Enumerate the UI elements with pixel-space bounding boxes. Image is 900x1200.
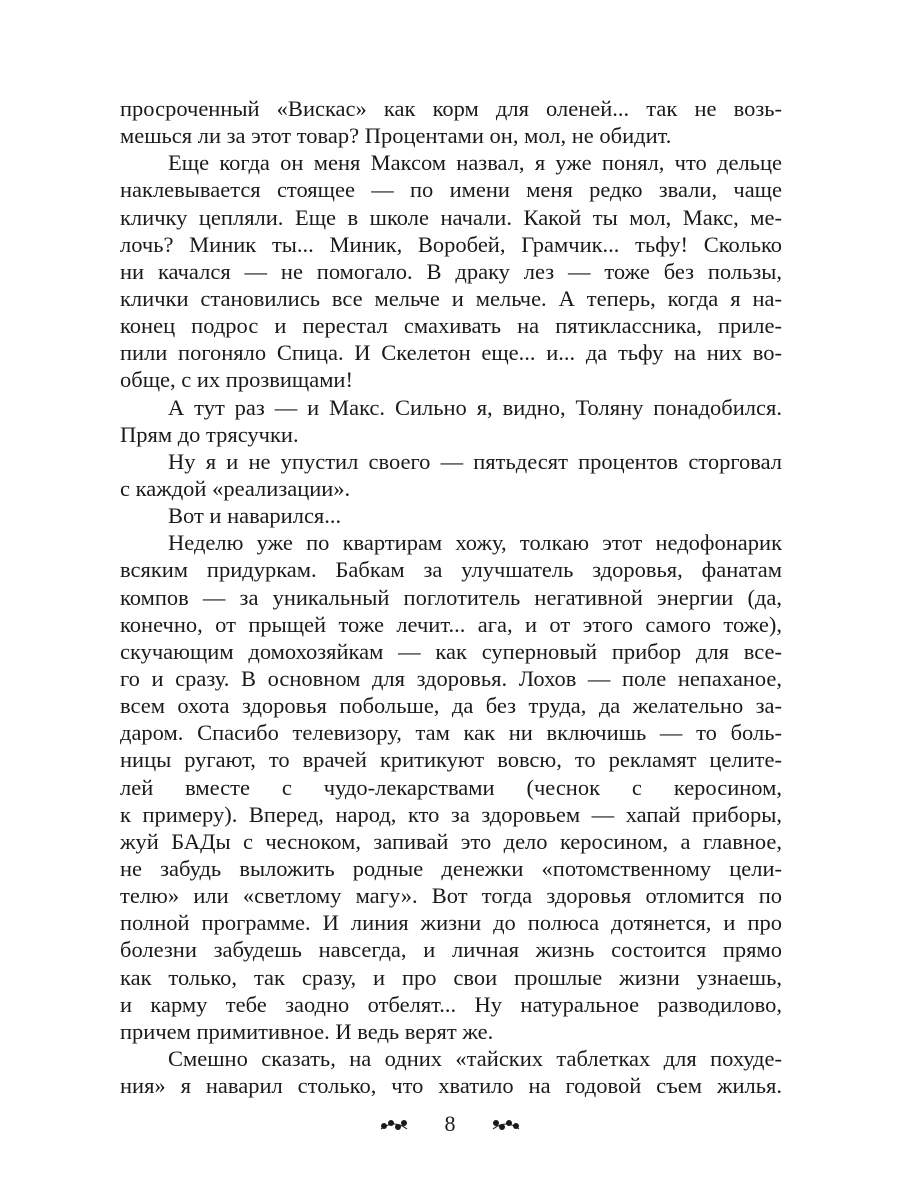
text-line: конечно, от прыщей тоже лечит... ага, и от этого самого тоже), [120,611,782,637]
text-line: ния» я наварил столько, что хватило на годовой съем жилья. [120,1073,782,1099]
text-line: Прям до трясучки. [120,421,299,447]
text-line: го и сразу. В основном для здоровья. Лохов — поле непаханое, [120,665,782,691]
text-line: причем примитивное. И ведь верят же. [120,1018,494,1044]
text-line: Еще когда он меня Максом назвал, я уже понял, что дельце [168,150,782,176]
text-line: к примеру). Вперед, народ, кто за здоровьем — хапай приборы, [120,801,782,827]
text-line: обще, с их прозвищами! [120,367,353,393]
text-line: кличку цепляли. Еще в школе начали. Какой ты мол, Макс, ме- [120,204,782,230]
text-line: с каждой «реализации». [120,475,351,501]
text-line: болезни забудешь навсегда, и личная жизнь состоится прямо [120,937,782,963]
text-line: Неделю уже по квартирам хожу, толкаю этот недофонарик [168,530,782,556]
text-line: жуй БАДы с чесноком, запивай это дело керосином, а главное, [120,828,782,854]
text-line: мешься ли за этот товар? Процентами он, мол, не обидит. [120,123,672,149]
page-number: 8 [444,1111,456,1136]
text-line: наклевывается стоящее — по имени меня редко звали, чаще [120,177,782,203]
text-line: Смешно сказать, на одних «тайских таблетках для похуде- [168,1045,782,1071]
text-line: скучающим домохозяйкам — как суперновый прибор для все- [120,638,782,664]
text-line: клички становились все мельче и мельче. А теперь, когда я на- [120,285,782,311]
text-line: всем охота здоровья побольше, да без труда, да желательно за- [120,693,782,719]
text-line: телю» или «светлому магу». Вот тогда здоровья отломится по [120,883,782,909]
text-line: ницы ругают, то врачей критикуют вовсю, то рекламят целите- [120,747,782,773]
floral-ornament-icon [491,1114,521,1138]
text-line: конец подрос и перестал смахивать на пятиклассника, приле- [120,313,782,339]
text-line: Ну я и не упустил своего — пятьдесят процентов сторговал [168,448,782,474]
text-line: ни качался — не помогало. В драку лез — тоже без пользы, [120,258,782,284]
text-line: А тут раз — и Макс. Сильно я, видно, Толяну понадобился. [168,394,782,420]
text-line: даром. Спасибо телевизору, там как ни включишь — то боль- [120,720,782,746]
text-line: не забудь выложить родные денежки «потомственному цели- [120,855,782,881]
text-line: лей вместе с чудо-лекарствами (чеснок с керосином, [120,774,782,800]
text-line: просроченный «Вискас» как корм для оленей... так не возь- [120,96,782,121]
page-body-text [120,95,782,1099]
text-line: всяким придуркам. Бабкам за улучшатель здоровья, фанатам [120,557,782,583]
floral-ornament-icon [379,1114,409,1138]
text-line: компов — за уникальный поглотитель негативной энергии (да, [120,584,782,610]
text-line: лочь? Миник ты... Миник, Воробей, Грамчик... тьфу! Сколько [120,231,782,257]
text-line: Вот и наварился... [168,503,342,529]
text-line: полной программе. И линия жизни до полюса дотянется, и про [120,910,782,936]
text-line: и карму тебе заодно отбелят... Ну натуральное разводилово, [120,991,782,1017]
text-line: как только, так сразу, и про свои прошлые жизни узнаешь, [120,964,782,990]
page-footer [0,1112,900,1138]
text-line: пили погоняло Спица. И Скелетон еще... и... да тьфу на них во- [120,340,782,366]
